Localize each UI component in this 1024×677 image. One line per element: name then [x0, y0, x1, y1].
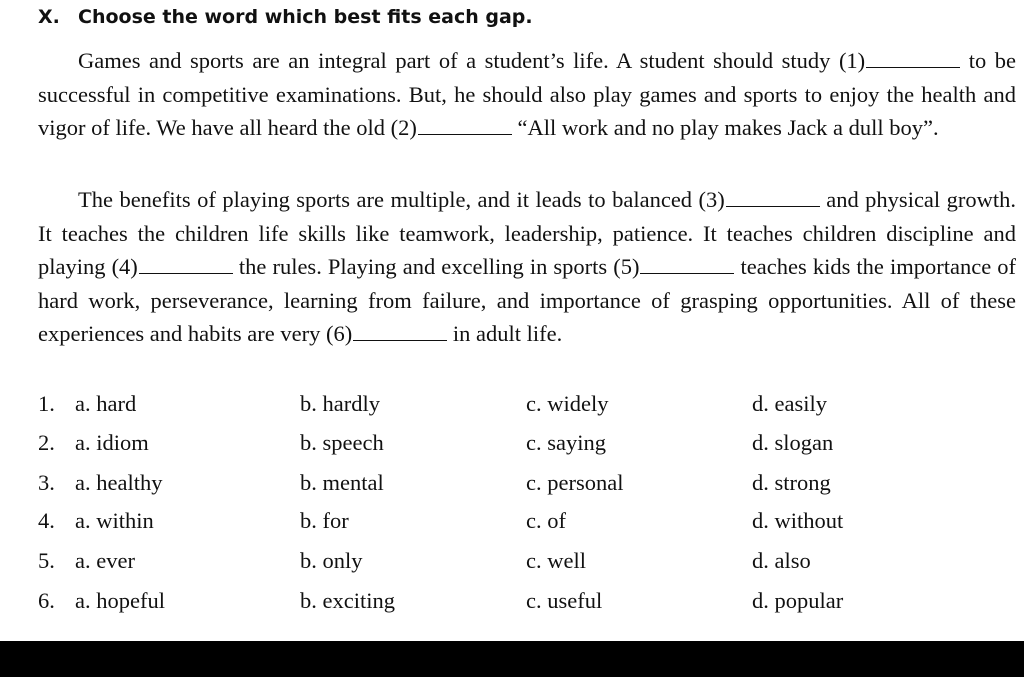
- bottom-black-bar: [0, 641, 1024, 677]
- option-b: b. exciting: [300, 588, 395, 613]
- option-d: d. easily: [752, 391, 827, 416]
- option-d: d. without: [752, 508, 844, 533]
- paragraph1-text-1: Games and sports are an integral part of a student’s life. A student should study (1): [78, 48, 866, 73]
- question-number: 1.: [38, 391, 55, 416]
- passage-paragraph-2: [38, 183, 1016, 351]
- gap-6-blank: [353, 339, 447, 341]
- gap-2-blank: [418, 133, 512, 135]
- option-a: a. within: [75, 508, 154, 533]
- paragraph2-text-3: the rules. Playing and excelling in sports (5): [238, 254, 640, 279]
- option-c: c. saying: [526, 430, 606, 455]
- option-b: b. for: [300, 508, 349, 533]
- gap-4-blank: [139, 272, 233, 274]
- question-number: 6.: [38, 588, 55, 613]
- option-c: c. personal: [526, 470, 624, 495]
- option-b: b. mental: [300, 470, 384, 495]
- option-d: d. strong: [752, 470, 831, 495]
- question-number: 5.: [38, 548, 55, 573]
- paragraph2-text-5: in adult life.: [452, 321, 563, 346]
- gap-5-blank: [640, 272, 734, 274]
- exercise-title: Choose the word which best fits each gap.: [78, 6, 533, 28]
- option-a: a. healthy: [75, 470, 163, 495]
- question-number: 4.: [38, 508, 55, 533]
- gap-3-blank: [726, 205, 820, 207]
- option-c: c. of: [526, 508, 566, 533]
- paragraph1-text-3: “All work and no play makes Jack a dull boy”.: [517, 115, 939, 140]
- passage-paragraph-1: [38, 44, 1016, 145]
- paragraph2-text-1: The benefits of playing sports are multiple, and it leads to balanced (3): [78, 187, 725, 212]
- option-a: a. idiom: [75, 430, 149, 455]
- paragraph2-text-2: and physical growth. It teaches the children life skills like teamwork, leadership, patience. It teaches children discipline and playing (4): [38, 187, 1016, 279]
- option-b: b. hardly: [300, 391, 380, 416]
- gap-1-blank: [866, 66, 960, 68]
- exercise-heading: [38, 6, 533, 28]
- option-c: c. widely: [526, 391, 609, 416]
- option-c: c. useful: [526, 588, 603, 613]
- option-d: d. also: [752, 548, 811, 573]
- paragraph1-text-2: to be successful in competitive examinations. But, he should also play games and sports to enjoy the health and vigor of life. We have all heard the old (2): [38, 48, 1016, 140]
- question-number: 2.: [38, 430, 55, 455]
- option-c: c. well: [526, 548, 586, 573]
- question-number: 3.: [38, 470, 55, 495]
- option-b: b. only: [300, 548, 363, 573]
- option-b: b. speech: [300, 430, 384, 455]
- option-a: a. hopeful: [75, 588, 165, 613]
- option-a: a. hard: [75, 391, 137, 416]
- exercise-number: X.: [38, 6, 60, 28]
- paragraph2-text-4: teaches kids the importance of hard work, perseverance, learning from failure, and importance of grasping opportunities. All of these experiences and habits are very (6): [38, 254, 1016, 346]
- option-d: d. popular: [752, 588, 844, 613]
- option-d: d. slogan: [752, 430, 834, 455]
- option-a: a. ever: [75, 548, 135, 573]
